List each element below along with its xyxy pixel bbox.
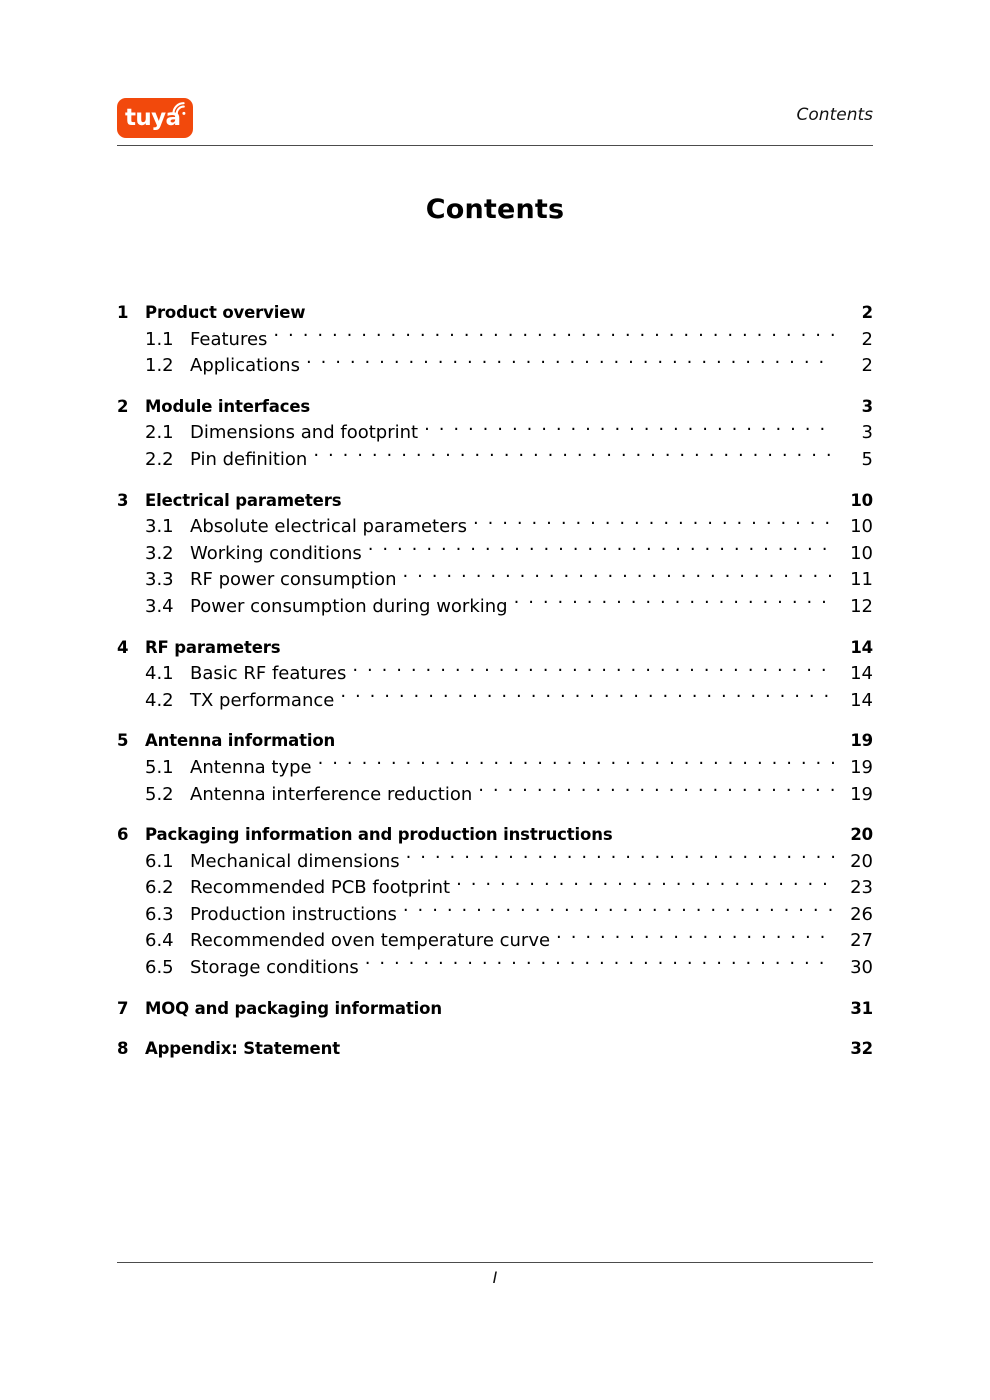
toc-section-label: Storage conditions bbox=[190, 957, 359, 979]
toc-leader bbox=[556, 928, 835, 946]
toc-chapter-label: Module interfaces bbox=[145, 396, 311, 416]
toc-leader bbox=[514, 594, 835, 612]
wifi-signal-arc-icon bbox=[171, 101, 187, 116]
toc-group bbox=[117, 300, 873, 380]
toc-chapter-page: 2 bbox=[861, 303, 873, 322]
toc-section-number: 5.2 bbox=[145, 783, 174, 805]
toc-leader bbox=[311, 302, 835, 319]
toc-section-label: TX performance bbox=[190, 689, 335, 711]
toc-section-entry[interactable] bbox=[117, 955, 873, 982]
toc-section-page: 12 bbox=[850, 595, 873, 617]
toc-group bbox=[117, 1036, 873, 1063]
toc-section-page: 20 bbox=[850, 850, 873, 872]
toc-chapter-page: 3 bbox=[861, 396, 873, 416]
toc-section-entry[interactable] bbox=[117, 928, 873, 955]
toc-section-number: 6.1 bbox=[145, 850, 174, 872]
toc-section-number: 4.2 bbox=[145, 689, 174, 711]
toc-chapter-number: 8 bbox=[117, 1039, 129, 1059]
toc-section-entry[interactable] bbox=[117, 567, 873, 594]
toc-section-entry[interactable] bbox=[117, 327, 873, 354]
toc-leader bbox=[347, 489, 835, 506]
toc-section-number: 4.1 bbox=[145, 663, 174, 685]
toc-chapter-number: 5 bbox=[117, 731, 129, 751]
toc-section-label: RF power consumption bbox=[190, 569, 397, 591]
toc-leader bbox=[286, 636, 835, 653]
toc-leader bbox=[341, 730, 835, 747]
toc-chapter-page: 32 bbox=[850, 1039, 873, 1059]
page-title: Contents bbox=[425, 194, 565, 225]
toc-chapter-number: 1 bbox=[117, 303, 129, 322]
toc-section-entry[interactable] bbox=[117, 541, 873, 568]
toc-chapter-page: 14 bbox=[850, 637, 873, 657]
toc-section-entry[interactable] bbox=[117, 514, 873, 541]
toc-section-entry[interactable] bbox=[117, 875, 873, 902]
toc-chapter-number: 4 bbox=[117, 637, 129, 657]
toc-group bbox=[117, 996, 873, 1023]
toc-section-page: 10 bbox=[850, 516, 873, 538]
page-header bbox=[117, 95, 873, 147]
toc-section-number: 3.3 bbox=[145, 569, 174, 591]
toc-section-label: Production instructions bbox=[190, 903, 397, 925]
tuya-logo bbox=[117, 98, 193, 138]
toc-section-number: 6.5 bbox=[145, 957, 174, 979]
toc-section-entry[interactable] bbox=[117, 661, 873, 688]
toc-section-number: 6.2 bbox=[145, 877, 174, 899]
running-head: Contents bbox=[796, 105, 873, 125]
toc-leader bbox=[318, 755, 835, 773]
toc-section-page: 14 bbox=[850, 689, 873, 711]
toc-chapter-label: Antenna information bbox=[145, 731, 336, 751]
toc-chapter-number: 6 bbox=[117, 825, 129, 845]
toc-chapter-entry[interactable] bbox=[117, 822, 873, 849]
toc-chapter-label: RF parameters bbox=[145, 637, 281, 657]
toc-section-number: 6.3 bbox=[145, 903, 174, 925]
toc-chapter-entry[interactable] bbox=[117, 488, 873, 515]
toc-section-entry[interactable] bbox=[117, 755, 873, 782]
toc-leader bbox=[478, 782, 835, 800]
toc-chapter-entry[interactable] bbox=[117, 996, 873, 1023]
toc-section-entry[interactable] bbox=[117, 447, 873, 474]
toc-section-entry[interactable] bbox=[117, 688, 873, 715]
toc-chapter-page: 20 bbox=[850, 825, 873, 845]
toc-section-label: Features bbox=[190, 328, 268, 350]
logo-wordmark: tuya bbox=[125, 105, 181, 131]
toc-section-label: Pin definition bbox=[190, 448, 308, 470]
toc-group bbox=[117, 822, 873, 982]
toc-leader bbox=[340, 688, 835, 706]
toc-section-number: 1.1 bbox=[145, 328, 174, 350]
toc-leader bbox=[456, 875, 835, 893]
toc-section-label: Applications bbox=[190, 355, 300, 377]
toc-section-page: 11 bbox=[850, 569, 873, 591]
toc-section-number: 3.4 bbox=[145, 595, 174, 617]
toc-section-label: Antenna type bbox=[190, 756, 312, 778]
toc-chapter-page: 19 bbox=[850, 731, 873, 751]
toc-section-label: Basic RF features bbox=[190, 663, 347, 685]
toc-leader bbox=[346, 1038, 835, 1055]
toc-leader bbox=[424, 420, 835, 438]
toc-chapter-entry[interactable] bbox=[117, 300, 873, 327]
toc-section-label: Recommended oven temperature curve bbox=[190, 930, 551, 952]
toc-leader bbox=[402, 567, 835, 585]
toc-section-number: 5.1 bbox=[145, 756, 174, 778]
toc-section-page: 19 bbox=[850, 783, 873, 805]
toc-section-number: 3.1 bbox=[145, 516, 174, 538]
toc-chapter-label: Appendix: Statement bbox=[145, 1039, 340, 1059]
toc-section-page: 3 bbox=[861, 422, 873, 444]
toc-section-page: 2 bbox=[861, 328, 873, 350]
toc-chapter-entry[interactable] bbox=[117, 394, 873, 421]
toc-section-page: 27 bbox=[850, 930, 873, 952]
toc-group bbox=[117, 488, 873, 621]
table-of-contents bbox=[117, 300, 873, 1063]
toc-chapter-label: Electrical parameters bbox=[145, 490, 342, 510]
toc-section-number: 3.2 bbox=[145, 542, 174, 564]
toc-section-page: 30 bbox=[850, 957, 873, 979]
toc-chapter-label: Packaging information and production instructions bbox=[145, 825, 613, 845]
toc-chapter-page: 31 bbox=[850, 998, 873, 1018]
toc-leader bbox=[316, 395, 835, 412]
footer-divider bbox=[117, 1262, 873, 1263]
toc-leader bbox=[448, 997, 835, 1014]
toc-section-number: 2.1 bbox=[145, 422, 174, 444]
toc-chapter-number: 7 bbox=[117, 998, 129, 1018]
toc-section-page: 23 bbox=[850, 877, 873, 899]
toc-chapter-number: 2 bbox=[117, 396, 129, 416]
toc-section-entry[interactable] bbox=[117, 902, 873, 929]
toc-section-entry[interactable] bbox=[117, 420, 873, 447]
toc-section-entry[interactable] bbox=[117, 849, 873, 876]
toc-chapter-number: 3 bbox=[117, 490, 129, 510]
toc-section-entry[interactable] bbox=[117, 594, 873, 621]
toc-chapter-entry[interactable] bbox=[117, 635, 873, 662]
footer-page-number: I bbox=[492, 1268, 498, 1287]
toc-leader bbox=[352, 661, 835, 679]
toc-leader bbox=[313, 447, 835, 465]
toc-section-number: 1.2 bbox=[145, 355, 174, 377]
toc-section-label: Working conditions bbox=[190, 542, 362, 564]
toc-group bbox=[117, 728, 873, 808]
toc-chapter-entry[interactable] bbox=[117, 1036, 873, 1063]
toc-section-page: 26 bbox=[850, 903, 873, 925]
toc-section-label: Absolute electrical parameters bbox=[190, 516, 467, 538]
toc-section-page: 14 bbox=[850, 663, 873, 685]
toc-section-label: Power consumption during working bbox=[190, 595, 508, 617]
toc-section-label: Antenna interference reduction bbox=[190, 783, 473, 805]
toc-section-page: 5 bbox=[861, 448, 873, 470]
toc-leader bbox=[619, 824, 836, 841]
toc-section-entry[interactable] bbox=[117, 353, 873, 380]
toc-section-number: 6.4 bbox=[145, 930, 174, 952]
toc-chapter-page: 10 bbox=[850, 490, 873, 510]
toc-leader bbox=[406, 849, 835, 867]
header-divider bbox=[117, 145, 873, 146]
toc-section-page: 2 bbox=[861, 355, 873, 377]
toc-section-label: Mechanical dimensions bbox=[190, 850, 400, 872]
toc-section-entry[interactable] bbox=[117, 782, 873, 809]
toc-leader bbox=[273, 327, 835, 345]
toc-group bbox=[117, 394, 873, 474]
toc-section-number: 2.2 bbox=[145, 448, 174, 470]
toc-section-label: Dimensions and footprint bbox=[190, 422, 419, 444]
toc-section-label: Recommended PCB footprint bbox=[190, 877, 451, 899]
toc-leader bbox=[473, 514, 835, 532]
toc-leader bbox=[368, 541, 835, 559]
toc-leader bbox=[306, 353, 835, 371]
toc-section-page: 19 bbox=[850, 756, 873, 778]
toc-chapter-label: Product overview bbox=[145, 303, 306, 322]
toc-chapter-label: MOQ and packaging information bbox=[145, 998, 442, 1018]
toc-leader bbox=[403, 902, 835, 920]
toc-group bbox=[117, 635, 873, 715]
toc-chapter-entry[interactable] bbox=[117, 728, 873, 755]
toc-leader bbox=[365, 955, 835, 973]
toc-section-page: 10 bbox=[850, 542, 873, 564]
